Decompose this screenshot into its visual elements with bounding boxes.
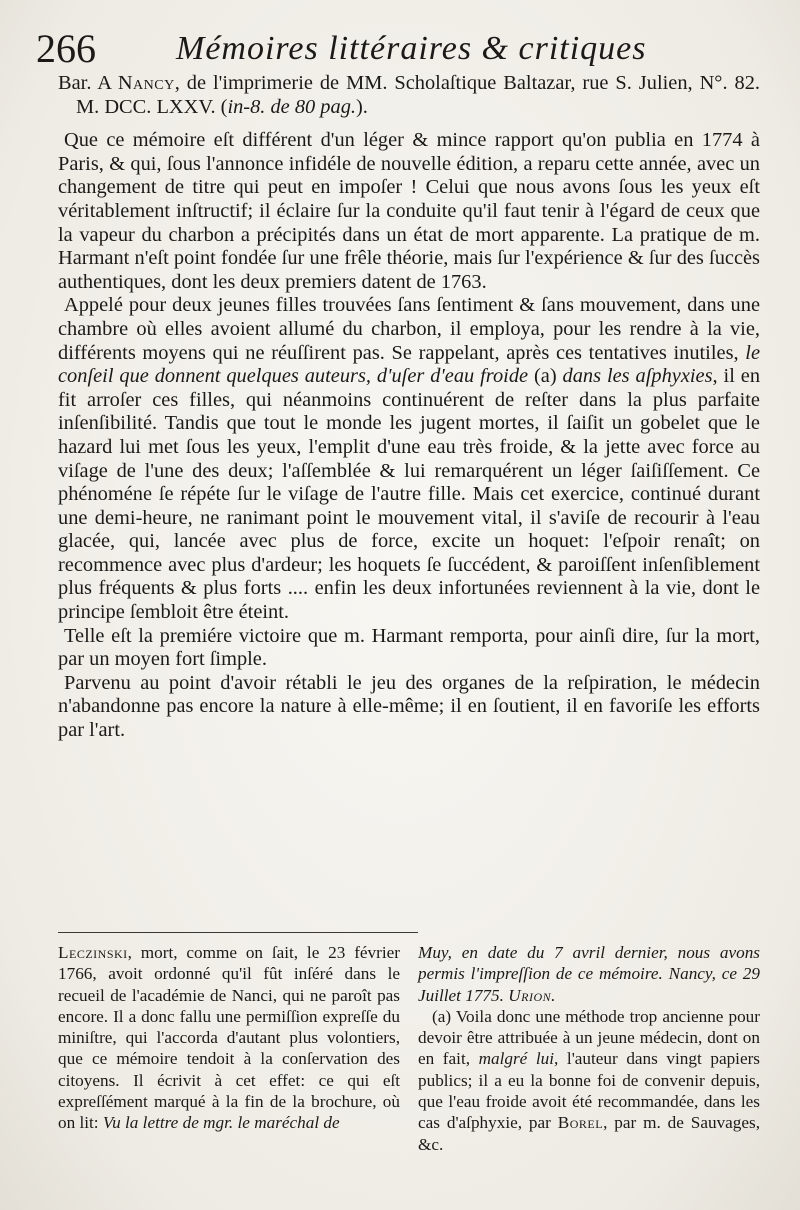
page-header <box>36 26 760 72</box>
imprint-city: Nancy <box>117 72 175 94</box>
footnotes <box>58 942 760 1202</box>
paragraph-1: Que ce mémoire eſt différent d'un léger & mince rapport qu'on publia en 1774 à Paris, & qui, ſous l'annonce infidéle de nouvelle édition, a reparu cette année, avec un changement de titre qui peut en impoſer ! Celui que nous avons ſous les yeux eſt véritablement inſtructif; il éclaire ſur la conduite qu'il faut tenir à l'égard de ceux que la vapeur du charbon a précipités dans un état de mort apparente. La pratique de m. Harmant n'eſt point fondée ſur une frêle théorie, mais ſur l'expérience & ſur des ſuccès authentiques, dont les deux premiers datent de 1763. <box>58 129 760 293</box>
footnote-left-italic: Vu la lettre de mgr. le maréchal de <box>102 1113 340 1133</box>
footnote-a-part-a: Voila donc une méthode trop ancienne pour devoir être attribuée à un jeune médecin, dont on en fait, <box>418 1006 760 1069</box>
running-title: Mémoires littéraires & critiques <box>176 30 647 67</box>
footnote-a-part-c: , par m. de Sauvages, &c. <box>418 1113 761 1154</box>
paragraph-2-italic: le conſeil que donnent quelques auteurs, d'uſer d'eau froide <box>58 341 760 388</box>
footnote-column-left <box>58 942 400 1202</box>
footnote-a-italic: malgré lui <box>478 1049 555 1069</box>
footnote-left-text <box>58 942 400 1134</box>
imprint-line <box>58 72 760 119</box>
footnote-a-part-b: , l'auteur dans vingt papiers publics; il a eu la bonne foi de convenir depuis, que l'eau froide avoit été recommandée, dans les cas d'aſphyxie, par <box>418 1049 760 1133</box>
footnote-ref-a: (a) <box>528 365 563 388</box>
footnote-column-right <box>418 942 760 1202</box>
paragraph-2-italic-2: dans les aſphyxies <box>562 365 713 388</box>
page-number: 266 <box>36 26 96 71</box>
footnote-a-marker: (a) <box>432 1006 452 1026</box>
imprint-part-1: Bar. A <box>58 72 118 94</box>
imprint-part-3: ). <box>356 95 368 118</box>
paragraph-4: Parvenu au point d'avoir rétabli le jeu des organes de la reſpiration, le médecin n'abandonne pas encore la nature à elle-même; il en ſoutient, il en favoriſe les efforts par l'art. <box>58 671 760 742</box>
imprint-part-2: , de l'imprimerie de MM. Scholaſtique Baltazar, rue S. Julien, N°. 82. M. DCC. LXXV. ( <box>76 72 760 118</box>
footnote-a-name: Borel <box>557 1113 604 1133</box>
footnote-right-italic: Muy, en date du 7 avril dernier, nous avons permis l'impreſſion de ce mémoire. Nancy, ce 29 Juillet 1775. <box>418 943 760 1005</box>
paragraph-2-part-a: Appelé pour deux jeunes filles trouvées ſans ſentiment & ſans mouvement, dans une chambre où elles avoient allumé du charbon, il employa, pour les rendre à la vie, différents moyens qui ne réuſſirent pas. Se rappelant, après ces tentatives inutiles, <box>58 294 760 364</box>
footnote-signature: Urion. <box>508 985 556 1005</box>
footnote-right-continuation <box>418 942 760 1006</box>
imprint-format: in-8. de 80 pag. <box>227 95 356 118</box>
paragraph-2 <box>58 294 760 624</box>
paragraph-2-part-b: , il en fit arroſer ces filles, qui néanmoins continuérent de reſter dans la plus parfaite inſenſibilité. Tandis que tout le monde les jugent mortes, il ſaiſit un gobelet que le hazard lui met ſous les yeux, l'emplit d'une eau très froide, & la jette avec force au viſage de l'une des deux; l'aſſemblée & lui remarquérent un léger ſaiſiſſement. Ce phénoméne ſe répéte ſur le viſage de l'autre fille. Mais cet exercice, continué durant une demi-heure, ne ranimant point le mouvement vital, il s'aviſe de recourir à l'eau glacée, qui, lancée avec plus de force, excite un hoquet: l'eſpoir renaît; on recommence avec plus d'ardeur; les hoquets ſe ſuccédent, & paroiſſent inſenſiblement plus fréquents & plus forts .... enfin les deux infortunées reviennent à la vie, dont le principe ſembloit être éteint. <box>58 365 761 624</box>
footnote-left-body: , mort, comme on ſait, le 23 février 1766, avoit ordonné qu'il fût inſéré dans le recueil de l'académie de Nanci, qui ne paroît pas encore. Il a donc fallu une permiſſion expreſſe du miniſtre, qui l'accorda d'autant plus volontiers, que ce mémoire tendoit à la conſervation des citoyens. Il écrivit à cet effet: ce qui eſt expreſſément marqué à la fin de la brochure, où on lit: <box>58 943 400 1133</box>
footnote-rule <box>58 932 418 933</box>
main-text <box>58 72 760 743</box>
footnote-left-name: Leczinski <box>58 943 128 962</box>
footnote-a <box>418 1006 760 1155</box>
paragraph-3: Telle eſt la premiére victoire que m. Harmant remporta, pour ainſi dire, ſur la mort, par un moyen fort ſimple. <box>58 624 760 671</box>
